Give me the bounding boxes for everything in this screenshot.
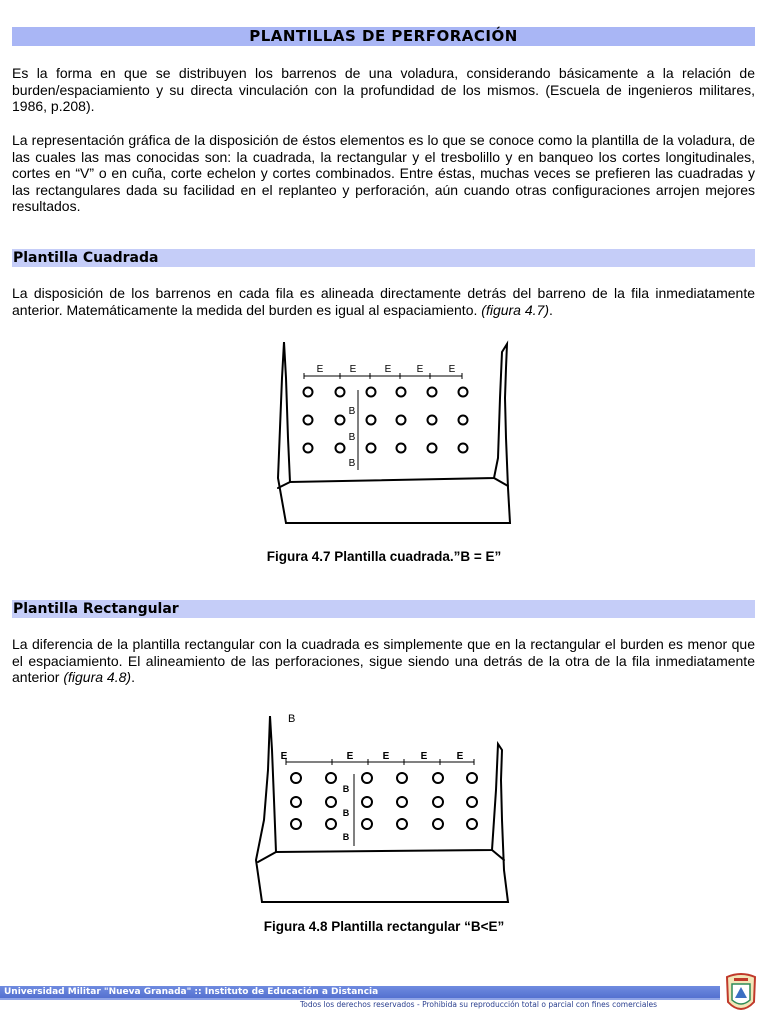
e-label: E: [384, 364, 392, 375]
blast-hole: [367, 388, 376, 397]
blast-hole: [362, 773, 372, 783]
figure-4-8: [246, 710, 516, 910]
blast-hole: [397, 416, 406, 425]
footer-institution-band: Universidad Militar "Nueva Granada" :: Instituto de Educación a Distancia: [0, 986, 720, 998]
b-label: B: [342, 808, 350, 818]
blast-hole: [336, 416, 345, 425]
blast-hole: [459, 444, 468, 453]
blast-hole: [291, 797, 301, 807]
section-rectangular-paragraph: [12, 636, 755, 686]
b-label: B: [342, 784, 350, 794]
blast-hole: [467, 797, 477, 807]
section-cuadrada-text: La disposición de los barrenos en cada fila es alineada directamente detrás del barreno de la fila inmediatamente anterior. Matemáticamente la medida del burden es igual al espaciamiento.: [12, 285, 755, 318]
blast-hole: [326, 773, 336, 783]
blast-hole: [428, 416, 437, 425]
section-cuadrada-end: .: [548, 301, 553, 318]
blast-hole: [428, 388, 437, 397]
blast-hole: [467, 773, 477, 783]
e-label: E: [448, 364, 456, 375]
blast-hole: [336, 444, 345, 453]
blast-hole: [428, 444, 437, 453]
university-shield-icon: [724, 972, 758, 1021]
e-label: E: [349, 364, 357, 375]
blast-hole: [304, 388, 313, 397]
figure-ref-4-8: (figura 4.8): [63, 669, 132, 685]
blast-hole: [304, 416, 313, 425]
blast-hole: [304, 444, 313, 453]
blast-hole: [326, 819, 336, 829]
intro-paragraph-2: La representación gráfica de la disposición de éstos elementos es lo que se conoce como la plantilla de la voladura, de las cuales las mas conocidas son: la cuadrada, la rectangular y el tresbolillo y en banqueo los cortes longitudinales, cortes en “V” o en cuña, corte echelon y cortes combinados. Entre éstas, muchas veces se prefieren las cuadradas y las rectangulares dada su facilidad en el replanteo y perforación, aún cuando otras configuraciones arrojen mejores resultados.: [12, 132, 755, 214]
section-rectangular-end: .: [131, 669, 135, 685]
blast-hole: [397, 773, 407, 783]
section-rectangular-text: La diferencia de la plantilla rectangular con la cuadrada es simplemente que en la rectangular el burden es menor que el espaciamiento. El alineamiento de las perforaciones, sigue siendo una detrás de la otra de la fila inmediatamente anterior: [12, 636, 755, 685]
blast-hole: [459, 416, 468, 425]
page-title: PLANTILLAS DE PERFORACIÓN: [12, 27, 755, 46]
e-label: E: [346, 751, 354, 762]
figure-top-label: B: [288, 713, 296, 725]
blast-hole: [291, 773, 301, 783]
blast-hole: [433, 773, 443, 783]
e-label: E: [382, 751, 390, 762]
b-label: B: [342, 832, 350, 842]
blast-hole: [367, 444, 376, 453]
blast-hole: [433, 797, 443, 807]
figure-4-7: [262, 338, 512, 528]
figure-4-7-caption: Figura 4.7 Plantilla cuadrada.”B = E”: [266, 549, 502, 564]
e-label: E: [416, 364, 424, 375]
blast-hole: [291, 819, 301, 829]
b-label: B: [348, 458, 356, 469]
figure-4-8-caption: Figura 4.8 Plantilla rectangular “B<E”: [263, 919, 505, 934]
blast-hole: [326, 797, 336, 807]
e-label: E: [420, 751, 428, 762]
blast-hole: [362, 797, 372, 807]
section-heading-cuadrada: Plantilla Cuadrada: [12, 249, 755, 267]
e-label: E: [456, 751, 464, 762]
e-label: E: [316, 364, 324, 375]
blast-hole: [397, 819, 407, 829]
blast-hole: [467, 819, 477, 829]
figure-ref-4-7: (figura 4.7): [481, 301, 549, 318]
b-label: B: [348, 406, 356, 417]
blast-hole: [397, 797, 407, 807]
b-label: B: [348, 432, 356, 443]
section-heading-rectangular: Plantilla Rectangular: [12, 600, 755, 618]
blast-hole: [336, 388, 345, 397]
blast-hole: [459, 388, 468, 397]
footer-copyright-note: Todos los derechos reservados - Prohibida su reproducción total o parcial con fines comerciales: [300, 1000, 658, 1009]
blast-hole: [367, 416, 376, 425]
blast-hole: [433, 819, 443, 829]
e-label: E: [280, 751, 288, 762]
blast-hole: [397, 444, 406, 453]
blast-hole: [397, 388, 406, 397]
blast-hole: [362, 819, 372, 829]
section-cuadrada-paragraph: [12, 285, 755, 318]
intro-paragraph-1: Es la forma en que se distribuyen los barrenos de una voladura, considerando básicamente a la relación de burden/espaciamiento y su directa vinculación con la profundidad de los mismos. (Escuela de ingenieros militares, 1986, p.208).: [12, 65, 755, 114]
